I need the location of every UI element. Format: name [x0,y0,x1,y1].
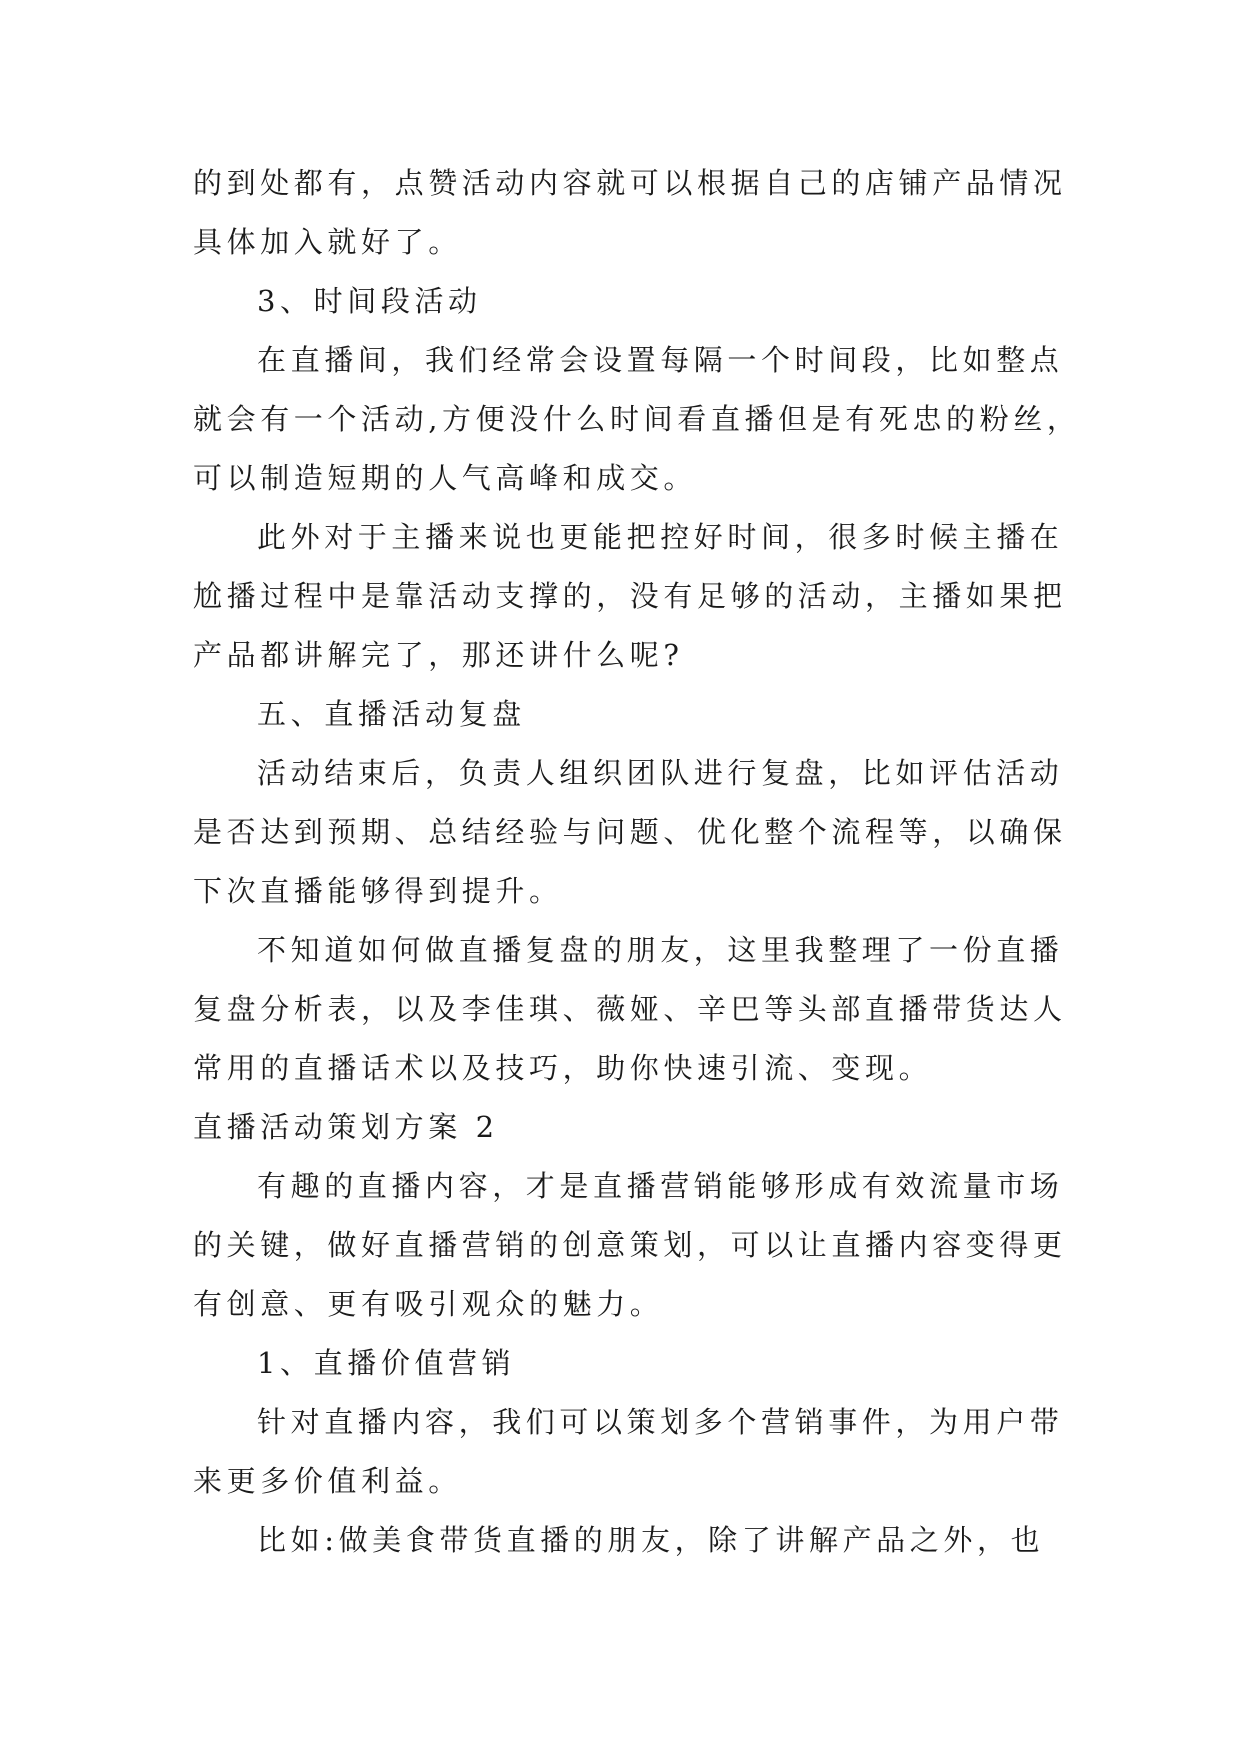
text-line: 针对直播内容，我们可以策划多个营销事件，为用户带 [257,1405,1064,1439]
text-line: 比如:做美食带货直播的朋友，除了讲解产品之外，也 [257,1523,1045,1557]
text-line: 活动结束后，负责人组织团队进行复盘，比如评估活动 [257,756,1064,790]
text-line: 复盘分析表，以及李佳琪、薇娅、辛巴等头部直播带货达人 [193,992,1067,1026]
text-line: 具体加入就好了。 [193,225,462,259]
document-body [193,154,1081,1570]
text-line: 就会有一个活动,方便没什么时间看直播但是有死忠的粉丝， [193,402,1081,436]
text-line: 可以制造短期的人气高峰和成交。 [193,461,698,495]
text-line: 有创意、更有吸引观众的魅力。 [193,1287,664,1321]
section-heading: 五、直播活动复盘 [257,697,526,731]
text-line: 产品都讲解完了，那还讲什么呢? [193,638,684,672]
document-title: 直播活动策划方案 2 [193,1110,499,1144]
section-heading: 3、时间段活动 [257,284,482,318]
text-line: 不知道如何做直播复盘的朋友，这里我整理了一份直播 [257,933,1064,967]
text-line: 有趣的直播内容，才是直播营销能够形成有效流量市场 [257,1169,1064,1203]
text-line: 是否达到预期、总结经验与问题、优化整个流程等，以确保 [193,815,1067,849]
text-line: 来更多价值利益。 [193,1464,462,1498]
text-line: 尬播过程中是靠活动支撑的，没有足够的活动，主播如果把 [193,579,1067,613]
text-line: 此外对于主播来说也更能把控好时间，很多时候主播在 [257,520,1064,554]
text-line: 的到处都有，点赞活动内容就可以根据自己的店铺产品情况 [193,166,1067,200]
text-line: 下次直播能够得到提升。 [193,874,563,908]
text-line: 的关键，做好直播营销的创意策划，可以让直播内容变得更 [193,1228,1067,1262]
section-heading: 1、直播价值营销 [257,1346,516,1380]
text-line: 在直播间，我们经常会设置每隔一个时间段，比如整点 [257,343,1064,377]
text-line: 常用的直播话术以及技巧，助你快速引流、变现。 [193,1051,933,1085]
